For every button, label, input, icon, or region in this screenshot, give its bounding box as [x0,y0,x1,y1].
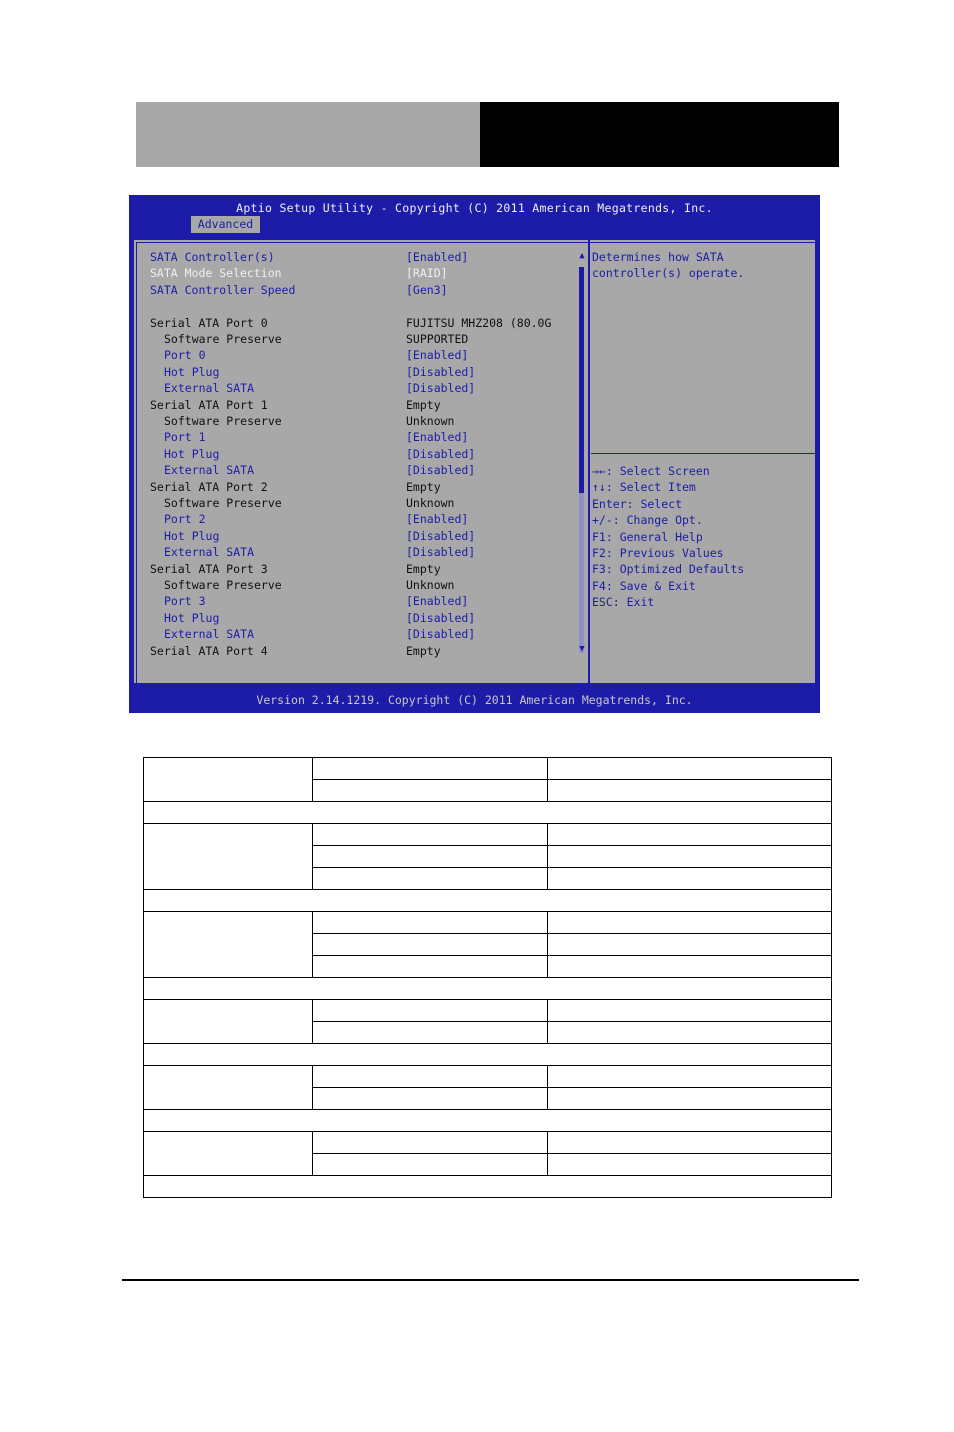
table-cell [548,1066,832,1088]
setting-label: Serial ATA Port 1 [150,397,268,412]
scroll-up-icon[interactable]: ▲ [579,251,585,261]
table-cell [312,912,548,934]
key-select-screen: →←: Select Screen [592,464,710,478]
setting-label[interactable]: Port 1 [164,430,206,445]
setting-label: Serial ATA Port 2 [150,479,268,494]
table-cell [548,780,832,802]
setting-label: Software Preserve [164,332,282,346]
table-cell [548,956,832,978]
table-cell [312,1088,548,1110]
setting-value: Unknown [406,414,455,428]
table-cell [312,1000,548,1022]
setting-value[interactable]: [Enabled] [406,594,469,609]
setting-value: Empty [406,561,441,576]
setting-value: SUPPORTED [406,332,469,346]
table-cell [144,758,313,802]
table-cell [548,934,832,956]
setting-value: Empty [406,479,441,494]
key-esc-exit: ESC: Exit [592,595,655,610]
table-cell [144,824,313,890]
table-cell [312,956,548,978]
setting-label[interactable]: SATA Controller(s) [150,250,275,264]
setting-label[interactable]: Port 0 [164,348,206,363]
setting-label[interactable]: Hot Plug [164,446,220,461]
key-change-opt: +/-: Change Opt. [592,513,703,528]
setting-value[interactable]: [Disabled] [406,610,476,625]
setting-value[interactable]: [RAID] [406,266,448,281]
table-cell [548,912,832,934]
help-line: controller(s) operate. [592,266,745,281]
page-footer-rule [122,1279,859,1281]
setting-value[interactable]: [Disabled] [406,364,476,379]
table-cell [312,758,548,780]
scrollbar-thumb[interactable] [579,267,584,493]
key-legend [592,463,744,611]
bios-title: Aptio Setup Utility - Copyright (C) 2011 American Megatrends, Inc. [236,201,713,215]
setting-value[interactable]: [Enabled] [406,512,469,527]
table-cell [548,824,832,846]
setting-label: Software Preserve [164,496,282,510]
setting-value[interactable]: [Disabled] [406,463,476,478]
setting-value[interactable]: [Disabled] [406,381,476,396]
setting-value[interactable]: [Disabled] [406,627,476,642]
table-cell [312,1154,548,1176]
setting-label: Software Preserve [164,578,282,592]
table-cell [144,1110,832,1132]
setting-value[interactable]: [Enabled] [406,430,469,445]
setting-value[interactable]: [Enabled] [406,348,469,363]
setting-value[interactable]: [Disabled] [406,528,476,543]
setting-label[interactable]: Hot Plug [164,528,220,543]
bios-screen [129,195,820,713]
setting-value[interactable]: [Gen3] [406,282,448,297]
options-table [143,757,832,1198]
setting-label[interactable]: Hot Plug [164,610,220,625]
table-cell [548,1132,832,1154]
key-previous-values: F2: Previous Values [592,546,724,561]
panel-divider [588,240,590,683]
setting-label[interactable]: External SATA [164,381,255,396]
help-separator [591,453,815,454]
table-cell [312,868,548,890]
setting-label[interactable]: External SATA [164,463,255,478]
tab-advanced[interactable]: Advanced [191,216,260,233]
table-cell [548,1022,832,1044]
table-cell [144,802,832,824]
table-cell [548,846,832,868]
setting-label: Serial ATA Port 0 [150,315,268,330]
table-cell [312,1132,548,1154]
setting-value: Unknown [406,496,455,510]
table-cell [144,1044,832,1066]
table-cell [312,1066,548,1088]
table-cell [548,868,832,890]
table-cell [548,1000,832,1022]
header-banner-right [480,102,839,167]
setting-value: FUJITSU MHZ208 (80.0G [406,315,552,330]
key-select-item: ↑↓: Select Item [592,480,696,495]
help-description [592,249,744,282]
table-cell [312,846,548,868]
table-cell [144,912,313,978]
table-cell [548,1088,832,1110]
setting-label[interactable]: SATA Mode Selection [150,266,282,281]
table-cell [312,780,548,802]
key-general-help: F1: General Help [592,529,703,544]
table-cell [548,758,832,780]
setting-label[interactable]: SATA Controller Speed [150,282,296,297]
table-cell [144,978,832,1000]
key-optimized-defaults: F3: Optimized Defaults [592,562,745,577]
setting-label[interactable]: External SATA [164,545,255,560]
setting-label[interactable]: Port 3 [164,594,206,609]
table-cell [312,1022,548,1044]
setting-label[interactable]: External SATA [164,627,255,642]
setting-value: Unknown [406,578,455,592]
setting-value[interactable]: [Enabled] [406,250,469,264]
help-line: Determines how SATA [592,250,724,264]
scroll-down-icon[interactable]: ▼ [579,644,585,654]
header-banner-left [136,102,480,167]
setting-value[interactable]: [Disabled] [406,446,476,461]
table-cell [144,1066,313,1110]
setting-label: Serial ATA Port 4 [150,643,268,658]
table-cell [548,1154,832,1176]
setting-label[interactable]: Hot Plug [164,364,220,379]
table-cell [144,890,832,912]
setting-label: Serial ATA Port 3 [150,561,268,576]
table-cell [144,1132,313,1176]
setting-value: Empty [406,643,441,658]
key-save-exit: F4: Save & Exit [592,578,696,593]
setting-label[interactable]: Port 2 [164,512,206,527]
table-cell [312,934,548,956]
key-enter: Enter: Select [592,496,683,511]
table-cell [312,824,548,846]
bios-footer: Version 2.14.1219. Copyright (C) 2011 American Megatrends, Inc. [256,693,693,707]
table-cell [144,1176,832,1198]
setting-label: Software Preserve [164,414,282,428]
table-cell [144,1000,313,1044]
setting-value[interactable]: [Disabled] [406,545,476,560]
setting-value: Empty [406,397,441,412]
